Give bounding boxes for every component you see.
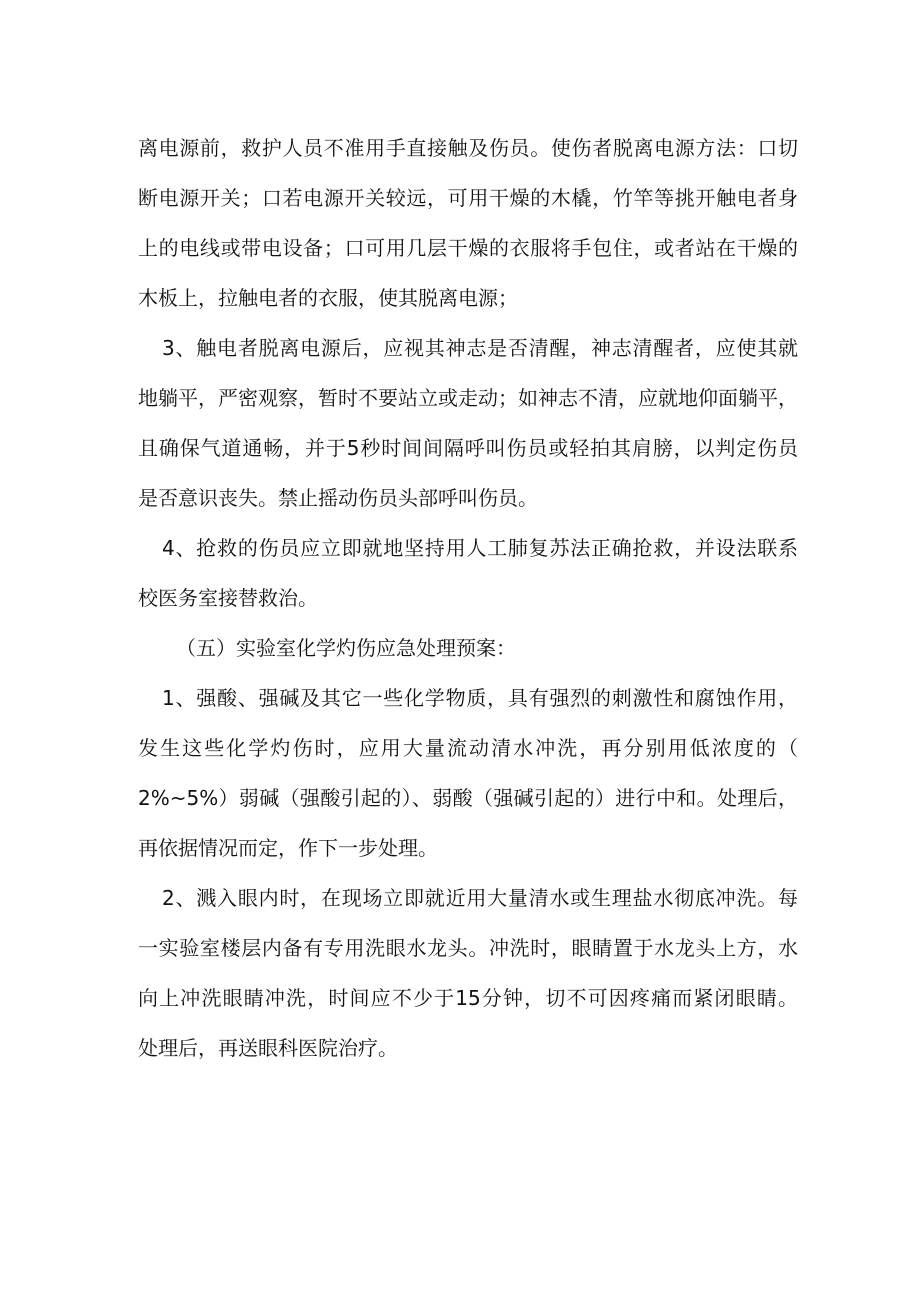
text-line: 一实验室楼层内备有专用洗眼水龙头。冲洗时，眼睛置于水龙头上方，水 [138,936,798,960]
text-line: 木板上，拉触电者的衣服，使其脱离电源； [138,286,518,310]
text-line: 断电源开关；口若电源开关较远，可用干燥的木橇，竹竿等挑开触电者身 [138,186,798,210]
text-line: 向上冲洗眼睛冲洗，时间应不少于15分钟，切不可因疼痛而紧闭眼睛。 [138,986,798,1010]
text-line: 是否意识丧失。禁止摇动伤员头部呼叫伤员。 [138,486,538,510]
text-line: 4、抢救的伤员应立即就地坚持用人工肺复苏法正确抢救，并设法联系 [162,536,798,560]
text-line: 发生这些化学灼伤时，应用大量流动清水冲洗，再分别用低浓度的（ [138,736,798,760]
text-line: 地躺平，严密观察，暂时不要站立或走动；如神志不清，应就地仰面躺平， [138,386,798,410]
text-line: 上的电线或带电设备；口可用几层干燥的衣服将手包住，或者站在干燥的 [138,236,798,260]
text-line: 校医务室接替救治。 [138,586,318,610]
text-line: 离电源前，救护人员不准用手直接触及伤员。使伤者脱离电源方法：口切 [138,136,798,160]
text-line: 处理后，再送眼科医院治疗。 [138,1036,398,1060]
text-line: 且确保气道通畅，并于5秒时间间隔呼叫伤员或轻拍其肩膀，以判定伤员 [138,436,798,460]
text-line: 2%~5%）弱碱（强酸引起的）、弱酸（强碱引起的）进行中和。处理后， [138,786,798,810]
text-line: 3、触电者脱离电源后，应视其神志是否清醒，神志清醒者，应使其就 [162,336,798,360]
text-line: 再依据情况而定，作下一步处理。 [138,836,438,860]
text-line: 2、溅入眼内时，在现场立即就近用大量清水或生理盐水彻底冲洗。每 [162,886,798,910]
text-line: 1、强酸、强碱及其它一些化学物质，具有强烈的刺激性和腐蚀作用， [162,686,798,710]
section-heading: （五）实验室化学灼伤应急处理预案： [176,636,516,660]
